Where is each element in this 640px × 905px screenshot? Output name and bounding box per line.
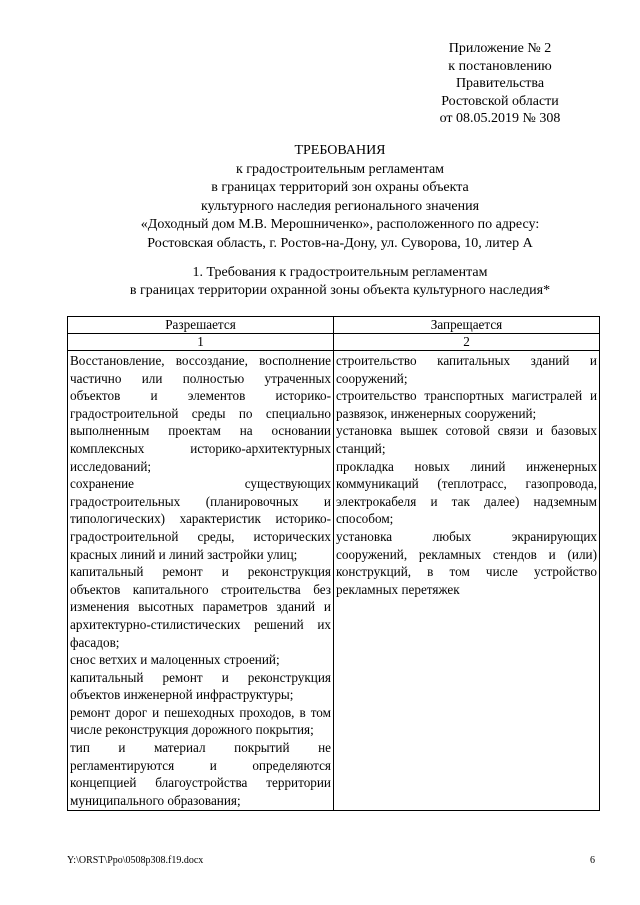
prohibited-cell	[334, 351, 600, 811]
title-line: Ростовская область, г. Ростов-на-Дону, ул. Суворова, 10, литер А	[147, 235, 533, 251]
prohibited-item: установка любых экранирующих сооружений, рекламных стендов и (или) конструкций, в том числе устройство рекламных перетяжек	[336, 528, 597, 597]
prohibited-item: строительство транспортных магистралей и развязок, инженерных сооружений;	[336, 388, 597, 421]
allowed-item: тип и материал покрытий не регламентируются и определяются концепцией благоустройства территории муниципального образования;	[70, 740, 331, 808]
table-header-row	[68, 317, 600, 334]
title-line: в границах территорий зон охраны объекта	[211, 180, 469, 195]
appendix-line: к постановлению	[448, 58, 552, 74]
title-line: «Доходный дом М.В. Мерошниченко», расположенного по адресу:	[140, 217, 540, 232]
column-number-2: 2	[334, 334, 600, 351]
footer-file-path: Y:\ORST\Ppo\0508p308.f19.docx	[67, 855, 204, 866]
appendix-line: Правительства	[455, 76, 545, 91]
column-header-allowed: Разрешается	[68, 317, 334, 334]
prohibited-item: установка вышек сотовой связи и базовых станций;	[336, 423, 597, 456]
allowed-item: капитальный ремонт и реконструкция объектов капитального строительства без изменения высотных параметров зданий и архитектурно-стилистических решений их фасадов;	[70, 564, 331, 650]
title-line: культурного наследия регионального значения	[200, 198, 480, 214]
table-row	[68, 351, 600, 811]
title-heading: ТРЕБОВАНИЯ	[294, 143, 386, 158]
allowed-cell	[68, 351, 334, 811]
column-number-1: 1	[68, 334, 334, 351]
requirements-table	[67, 316, 600, 811]
section-line: 1. Требования к градостроительным регламентам	[192, 265, 488, 280]
allowed-item: ремонт дорог и пешеходных проходов, в том числе реконструкция дорожного покрытия;	[70, 704, 331, 738]
allowed-item: капитальный ремонт и реконструкция объектов инженерной инфраструктуры;	[70, 669, 331, 703]
prohibited-item: строительство капитальных зданий и сооружений;	[336, 353, 597, 386]
appendix-block	[400, 40, 600, 128]
prohibited-item: прокладка новых линий инженерных коммуникаций (теплотрасс, газопровода, электрокабеля и так далее) надземным способом;	[336, 458, 597, 527]
appendix-line: Ростовской области	[441, 93, 559, 109]
document-title	[60, 142, 620, 253]
allowed-item: снос ветхих и малоценных строений;	[70, 652, 280, 668]
title-line: к градостроительным регламентам	[235, 161, 445, 177]
table-number-row	[68, 334, 600, 351]
appendix-line: Приложение № 2	[448, 41, 552, 56]
page-number: 6	[590, 855, 595, 866]
column-header-prohibited: Запрещается	[334, 317, 600, 334]
allowed-item: сохранение существующих градостроительных (планировочных и типологических) характеристик историко-градостроительной среды, исторических красных линий и линий застройки улиц;	[70, 476, 331, 562]
section-line: в границах территории охранной зоны объекта культурного наследия*	[129, 283, 551, 298]
allowed-item: Восстановление, воссоздание, восполнение частично или полностью утраченных объектов и элементов историко-градостроительной среды по специально выполненным проектам на основании комплексных историко-архитектурных исследований;	[70, 353, 331, 474]
section-heading	[60, 264, 620, 300]
appendix-line: от 08.05.2019 № 308	[439, 111, 561, 126]
